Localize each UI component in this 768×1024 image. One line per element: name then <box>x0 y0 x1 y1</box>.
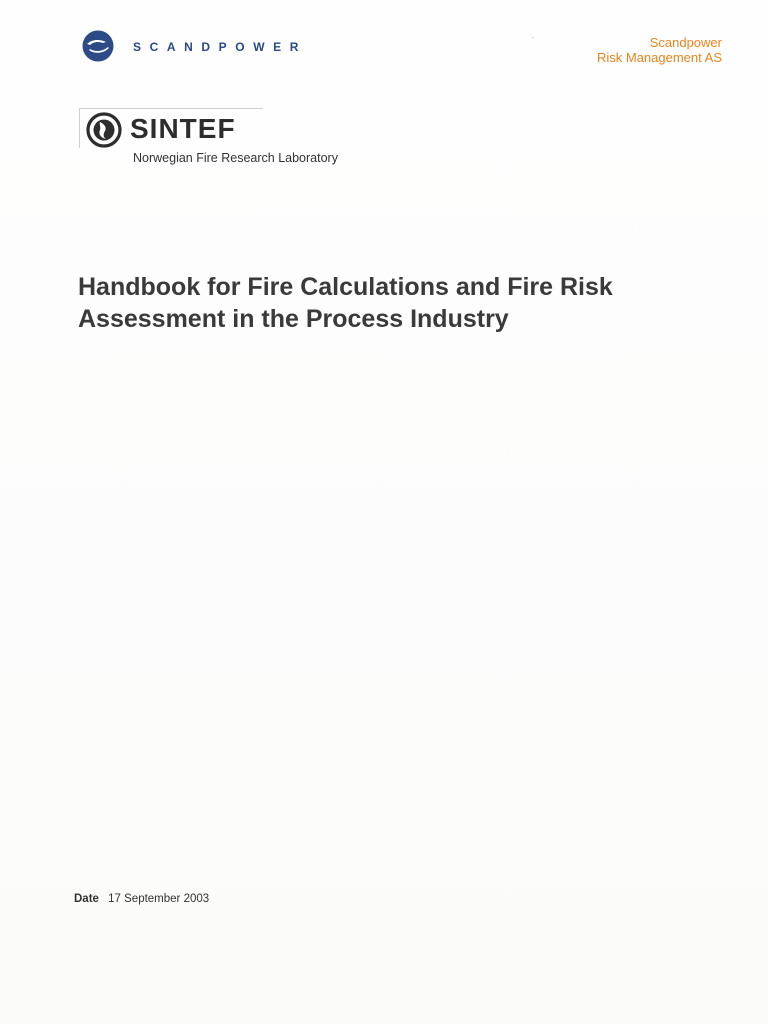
title-line-1: Handbook for Fire Calculations and Fire Risk <box>78 273 613 301</box>
company-line-2: Risk Management AS <box>596 50 722 65</box>
date-label: Date <box>74 893 99 905</box>
date-row <box>74 893 209 905</box>
company-name <box>597 35 722 65</box>
scan-speck <box>532 37 533 38</box>
sintef-subtitle: Norwegian Fire Research Laboratory <box>133 151 338 165</box>
sintef-top-rule <box>79 108 263 109</box>
scandpower-wordmark: SCANDPOWER <box>133 40 308 54</box>
sintef-wordmark: SINTEF <box>130 113 236 144</box>
company-line-1: Scandpower <box>649 35 722 50</box>
document-title <box>78 271 718 335</box>
title-line-2: Assessment in the Process Industry <box>78 305 509 333</box>
scandpower-logo-icon <box>82 30 114 62</box>
date-value: 17 September 2003 <box>108 893 210 905</box>
sintef-logo-icon <box>86 112 122 148</box>
sintef-left-rule <box>79 108 80 148</box>
